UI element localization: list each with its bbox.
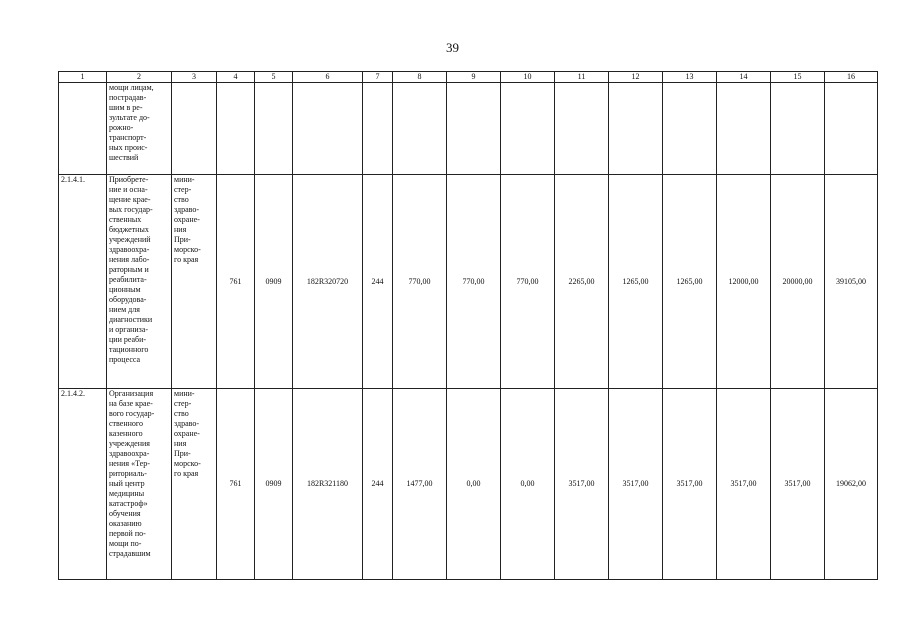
table-row — [59, 389, 878, 580]
executor-line: При- — [174, 449, 191, 458]
column-header: 4 — [217, 72, 255, 83]
cell-value: 770,00 — [393, 175, 447, 389]
cell-value: 19062,00 — [825, 389, 878, 580]
cell-value: 1265,00 — [609, 175, 663, 389]
description-line: риториаль- — [109, 469, 147, 478]
cell-description — [107, 175, 172, 389]
cell-value — [447, 83, 501, 175]
column-header: 13 — [663, 72, 717, 83]
cell-value: 3517,00 — [717, 389, 771, 580]
cell-number: 2.1.4.2. — [59, 389, 107, 580]
cell-value — [255, 83, 293, 175]
description-line: рожно- — [109, 123, 134, 132]
description-line: учреждения — [109, 439, 150, 448]
cell-value: 244 — [363, 175, 393, 389]
description-line: ственного — [109, 419, 143, 428]
description-line: нием для — [109, 305, 140, 314]
description-line: ных проис- — [109, 143, 148, 152]
description-line: реабилита- — [109, 275, 147, 284]
cell-value: 182R321180 — [293, 389, 363, 580]
description-line: страдавшим — [109, 549, 151, 558]
description-line: процесса — [109, 355, 141, 364]
executor-line: охране- — [174, 429, 200, 438]
executor-line: здраво- — [174, 419, 200, 428]
executor-line: здраво- — [174, 205, 200, 214]
budget-table — [58, 71, 878, 580]
cell-executor — [172, 389, 217, 580]
description-line: оборудова- — [109, 295, 147, 304]
cell-value — [217, 83, 255, 175]
cell-value — [771, 83, 825, 175]
executor-line: морско- — [174, 245, 201, 254]
cell-description — [107, 83, 172, 175]
column-header: 1 — [59, 72, 107, 83]
column-header: 2 — [107, 72, 172, 83]
cell-value: 1477,00 — [393, 389, 447, 580]
executor-line: го края — [174, 255, 199, 264]
description-line: вого государ- — [109, 409, 155, 418]
column-header: 6 — [293, 72, 363, 83]
column-header: 3 — [172, 72, 217, 83]
description-line: зультате до- — [109, 113, 150, 122]
cell-value — [501, 83, 555, 175]
cell-value — [663, 83, 717, 175]
cell-description — [107, 389, 172, 580]
description-line: вых государ- — [109, 205, 153, 214]
description-line: бюджетных — [109, 225, 149, 234]
description-line: учреждений — [109, 235, 151, 244]
description-line: первой по- — [109, 529, 146, 538]
cell-value: 3517,00 — [663, 389, 717, 580]
column-header: 12 — [609, 72, 663, 83]
description-line: ние и осна- — [109, 185, 148, 194]
description-line: шествий — [109, 153, 139, 162]
cell-value — [293, 83, 363, 175]
description-line: катастроф» — [109, 499, 148, 508]
cell-value — [393, 83, 447, 175]
description-line: оказанию — [109, 519, 142, 528]
cell-value: 0,00 — [501, 389, 555, 580]
executor-line: ния — [174, 439, 187, 448]
description-line: здравоохра- — [109, 245, 150, 254]
executor-line: стер- — [174, 399, 192, 408]
column-header: 11 — [555, 72, 609, 83]
executor-line: мини- — [174, 389, 195, 398]
table-row — [59, 175, 878, 389]
description-line: тационного — [109, 345, 149, 354]
column-header: 15 — [771, 72, 825, 83]
cell-number — [59, 83, 107, 175]
column-header: 16 — [825, 72, 878, 83]
cell-value: 770,00 — [501, 175, 555, 389]
executor-line: ния — [174, 225, 187, 234]
column-header: 10 — [501, 72, 555, 83]
cell-value: 761 — [217, 389, 255, 580]
executor-line: ство — [174, 195, 189, 204]
page-number: 39 — [446, 40, 459, 55]
cell-value: 0909 — [255, 389, 293, 580]
cell-executor — [172, 175, 217, 389]
cell-value — [717, 83, 771, 175]
executor-line: стер- — [174, 185, 192, 194]
cell-value: 182R320720 — [293, 175, 363, 389]
cell-value: 2265,00 — [555, 175, 609, 389]
cell-value: 244 — [363, 389, 393, 580]
column-header: 14 — [717, 72, 771, 83]
cell-value: 3517,00 — [609, 389, 663, 580]
column-header: 9 — [447, 72, 501, 83]
executor-line: мини- — [174, 175, 195, 184]
cell-value — [825, 83, 878, 175]
description-line: казенного — [109, 429, 143, 438]
description-line: Приобрете- — [109, 175, 149, 184]
executor-line: охране- — [174, 215, 200, 224]
description-line: Организация — [109, 389, 154, 398]
description-line: ственных — [109, 215, 142, 224]
cell-value: 0909 — [255, 175, 293, 389]
column-header: 5 — [255, 72, 293, 83]
description-line: медицины — [109, 489, 145, 498]
description-line: пострадав- — [109, 93, 147, 102]
executor-line: морско- — [174, 459, 201, 468]
description-line: мощи лицам, — [109, 83, 154, 92]
description-line: диагностики — [109, 315, 153, 324]
description-line: мощи по- — [109, 539, 142, 548]
description-line: на базе крае- — [109, 399, 153, 408]
cell-number: 2.1.4.1. — [59, 175, 107, 389]
description-line: здравоохра- — [109, 449, 150, 458]
description-line: нения лабо- — [109, 255, 150, 264]
cell-value — [555, 83, 609, 175]
description-line: и организа- — [109, 325, 149, 334]
description-line: обучения — [109, 509, 141, 518]
cell-value: 1265,00 — [663, 175, 717, 389]
cell-value: 3517,00 — [555, 389, 609, 580]
description-line: ции реаби- — [109, 335, 147, 344]
cell-value: 770,00 — [447, 175, 501, 389]
header-row — [59, 72, 878, 83]
description-line: нения «Тер- — [109, 459, 150, 468]
executor-line: При- — [174, 235, 191, 244]
cell-value: 20000,00 — [771, 175, 825, 389]
description-line: щение крае- — [109, 195, 151, 204]
cell-value: 3517,00 — [771, 389, 825, 580]
table-row — [59, 83, 878, 175]
description-line: шим в ре- — [109, 103, 143, 112]
column-header: 7 — [363, 72, 393, 83]
cell-value: 761 — [217, 175, 255, 389]
cell-executor — [172, 83, 217, 175]
cell-value — [363, 83, 393, 175]
executor-line: ство — [174, 409, 189, 418]
cell-value: 12000,00 — [717, 175, 771, 389]
description-line: ционным — [109, 285, 141, 294]
description-line: транспорт- — [109, 133, 147, 142]
description-line: ный центр — [109, 479, 145, 488]
column-header: 8 — [393, 72, 447, 83]
executor-line: го края — [174, 469, 199, 478]
cell-value: 0,00 — [447, 389, 501, 580]
description-line: раторным и — [109, 265, 149, 274]
cell-value — [609, 83, 663, 175]
cell-value: 39105,00 — [825, 175, 878, 389]
